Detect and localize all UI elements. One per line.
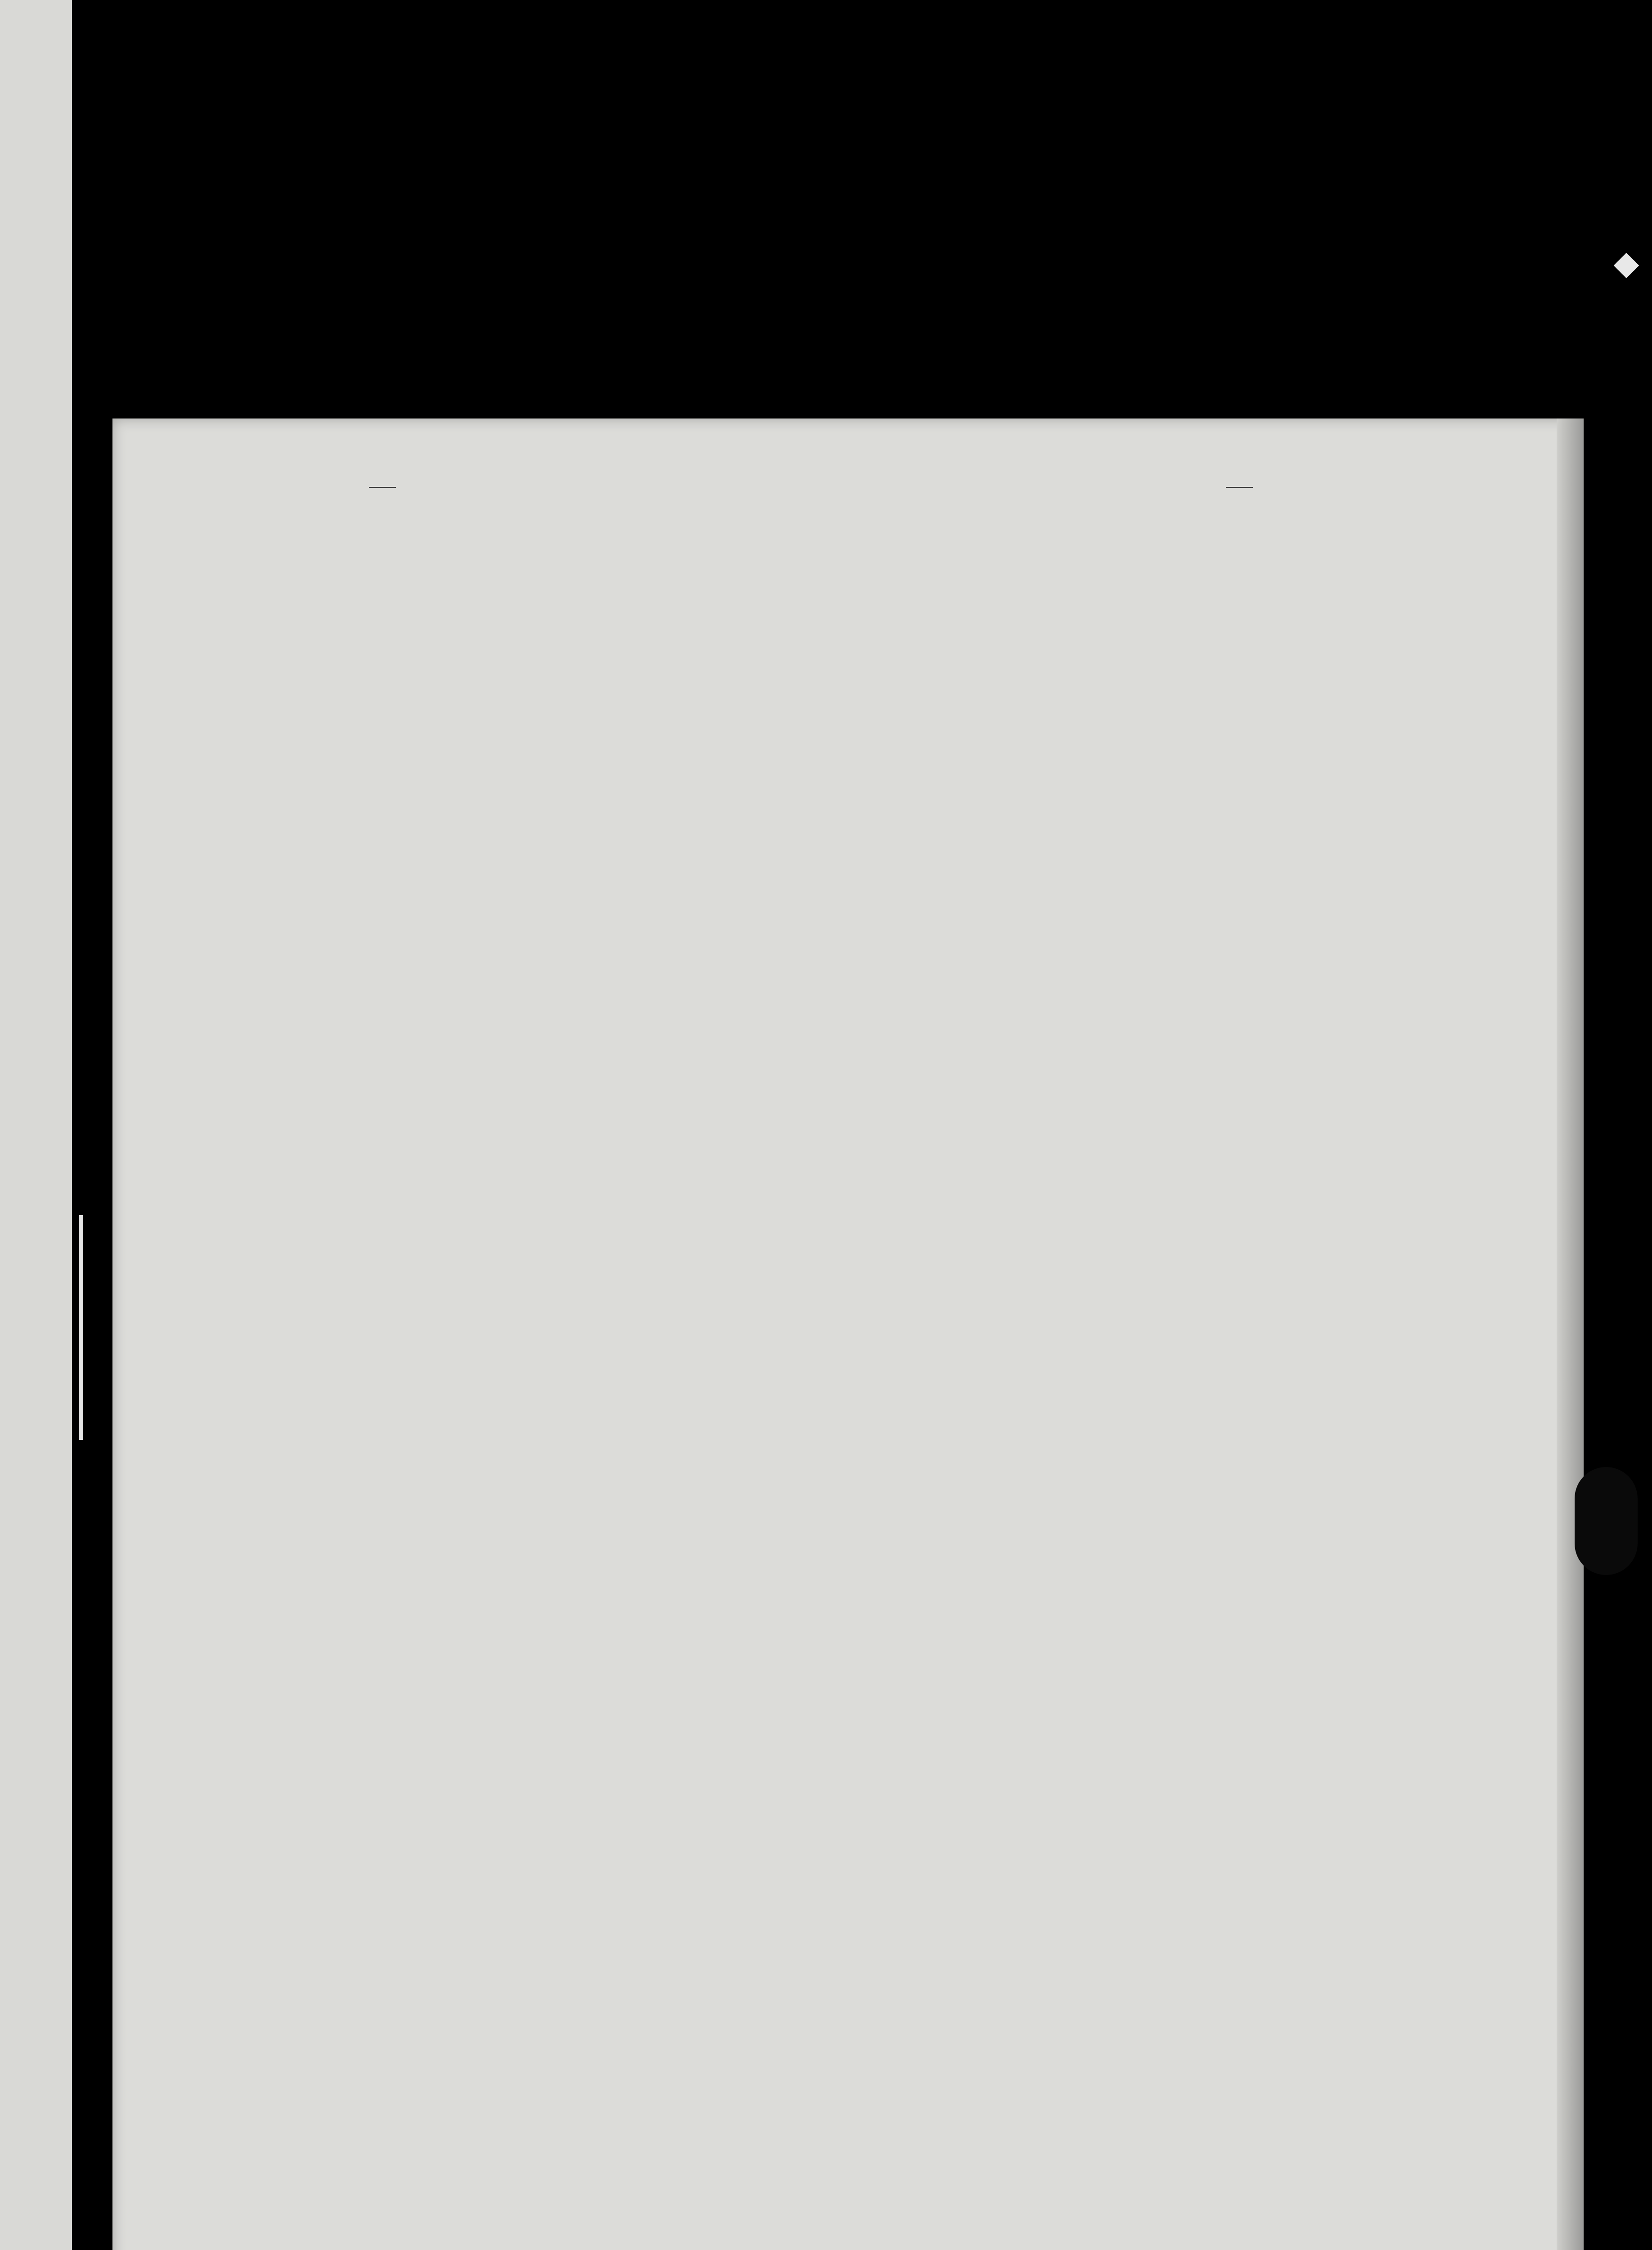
page-header — [198, 434, 1512, 470]
background-mark — [1614, 253, 1639, 279]
page-edge-shadow — [1557, 418, 1584, 2250]
short-rule — [1226, 487, 1253, 488]
column-3 — [1024, 477, 1455, 496]
short-rule — [369, 487, 396, 488]
column-1 — [180, 477, 585, 496]
page-clip — [1575, 1467, 1638, 1575]
gutter-line-upper — [79, 1215, 83, 1440]
left-page-edge — [0, 0, 72, 2250]
left-page-strip — [0, 0, 92, 2250]
column-2 — [601, 477, 1006, 483]
newspaper-page — [112, 418, 1584, 2250]
